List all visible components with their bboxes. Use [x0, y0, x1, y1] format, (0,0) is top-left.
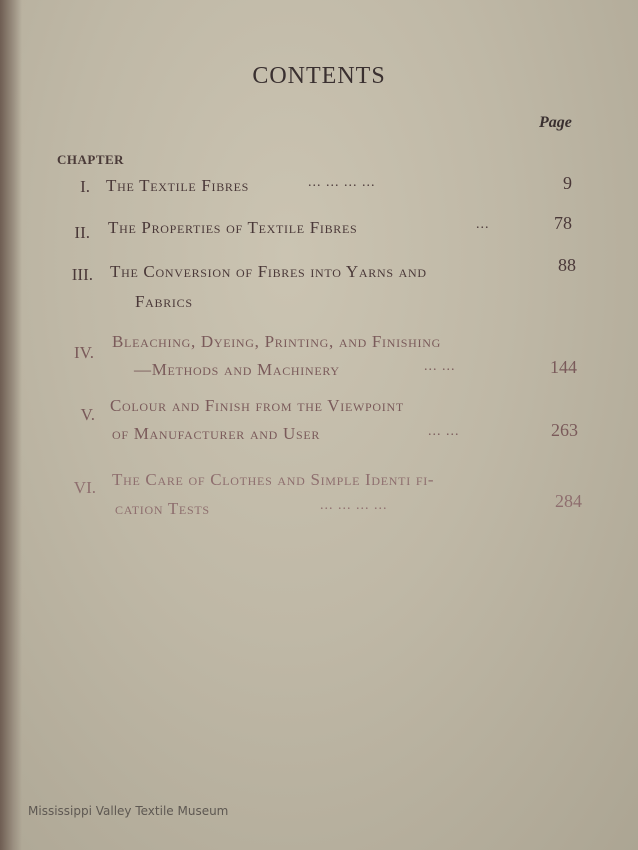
chapter-title-line: of Manufacturer and User: [112, 424, 321, 443]
page-number: 88: [558, 255, 576, 275]
chapter-title-line: cation Tests: [115, 499, 210, 518]
page-number: 9: [563, 173, 572, 193]
leader-dots: ... ... ... ...: [308, 175, 376, 190]
chapter-title-line: The Properties of Textile Fibres: [108, 218, 358, 237]
chapter-title-line: —Methods and Machinery: [134, 360, 340, 379]
chapter-column-header: CHAPTER: [57, 152, 125, 167]
chapter-title-line: Fabrics: [135, 292, 193, 311]
chapter-title-line: The Textile Fibres: [106, 176, 250, 195]
leader-dots: ... ... ... ...: [320, 498, 388, 513]
page-number: 284: [555, 491, 582, 511]
chapter-title-line: Bleaching, Dyeing, Printing, and Finishing: [112, 332, 441, 351]
chapter-title-line: The Care of Clothes and Simple Identi fi-: [112, 470, 435, 489]
chapter-number: I.: [80, 177, 90, 196]
chapter-title-line: Colour and Finish from the Viewpoint: [110, 396, 404, 415]
chapter-title-line: The Conversion of Fibres into Yarns and: [110, 262, 427, 281]
chapter-number: VI.: [73, 478, 96, 497]
chapter-number: IV.: [74, 343, 94, 362]
page-number: 263: [551, 420, 578, 440]
page-edge-shadow: [0, 0, 22, 850]
leader-dots: ... ...: [428, 424, 460, 439]
contents-title: CONTENTS: [252, 63, 386, 89]
chapter-number: V.: [80, 405, 95, 424]
leader-dots: ... ...: [424, 359, 456, 374]
watermark: Mississippi Valley Textile Museum: [28, 804, 229, 818]
leader-dots: ...: [476, 217, 490, 232]
chapter-number: III.: [71, 265, 93, 284]
chapter-number: II.: [74, 223, 90, 242]
page-number: 144: [550, 357, 577, 377]
page-number: 78: [554, 213, 572, 233]
page-column-header: Page: [539, 114, 572, 131]
